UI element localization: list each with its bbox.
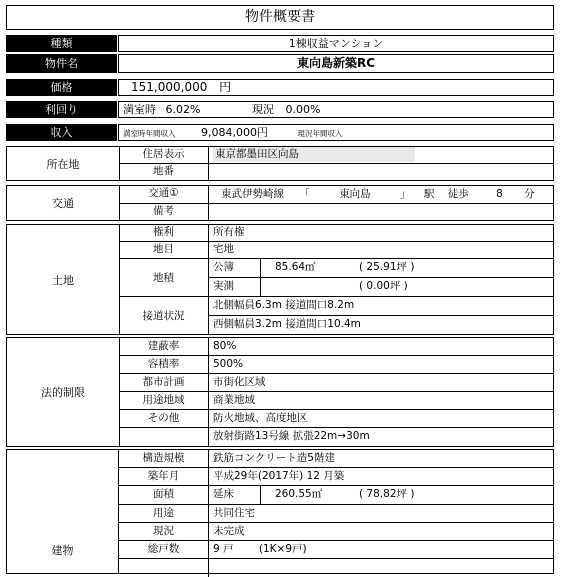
name-value: 東向島新築RC xyxy=(118,54,554,73)
building-floor-tsubo: ( 78.82坪 ) xyxy=(359,488,415,500)
building-units-cell xyxy=(209,541,553,559)
land-road2: 西側幅員3.2m 接道間口10.4m xyxy=(213,318,361,330)
legal-group xyxy=(6,337,554,447)
price-label: 価格 xyxy=(6,79,118,96)
building-status-value: 未完成 xyxy=(209,523,553,541)
location-group xyxy=(6,146,554,181)
legal-far-value: 500% xyxy=(209,356,553,374)
building-next-label xyxy=(119,559,209,577)
land-right-label: 権利 xyxy=(119,225,209,242)
land-label: 土地 xyxy=(7,225,120,334)
building-floor-label: 延床 xyxy=(209,486,261,505)
building-floor-area: 260.55㎡ xyxy=(275,488,323,500)
legal-zone-label: 用途地域 xyxy=(119,392,209,410)
land-road-label: 接道状況 xyxy=(119,297,209,335)
land-group xyxy=(6,224,554,335)
transport-note-label: 備考 xyxy=(119,204,209,221)
building-units-value: 9 戸 xyxy=(213,543,234,555)
income-full-value: 9,084,000円 xyxy=(201,126,268,139)
land-actual-tsubo: ( 0.00坪 ) xyxy=(359,280,408,292)
building-use-value: 共同住宅 xyxy=(209,505,553,523)
legal-far-label: 容積率 xyxy=(119,356,209,374)
legal-other2-label xyxy=(119,428,209,447)
lot-value xyxy=(209,164,553,181)
building-structure-value: 鉄筋コンクリート造5階建 xyxy=(209,450,553,468)
income-label: 収入 xyxy=(6,124,118,141)
transport-walk: 徒歩 xyxy=(447,188,469,200)
building-status-label: 現況 xyxy=(119,523,209,541)
income-row xyxy=(6,124,554,141)
legal-other-label: その他 xyxy=(119,410,209,428)
legal-other-value: 防火地域、高度地区 xyxy=(209,410,553,428)
yield-current-value: 0.00% xyxy=(285,103,321,116)
transport-station: 東向島 xyxy=(339,188,371,200)
building-label: 建物 xyxy=(7,450,119,573)
legal-plan-label: 都市計画 xyxy=(119,374,209,392)
legal-label: 法的制限 xyxy=(7,338,120,446)
address-label: 住居表示 xyxy=(119,147,209,164)
transport-line-label: 交通① xyxy=(119,186,209,204)
building-built-value: 平成29年(2017年) 12 月築 xyxy=(209,468,553,486)
land-registry-tsubo: ( 25.91坪 ) xyxy=(359,261,415,273)
transport-minutes: 8 xyxy=(496,188,503,200)
transport-minute-unit: 分 xyxy=(524,188,535,200)
transport-open: 「 xyxy=(299,188,310,200)
land-registry-area: 85.64㎡ xyxy=(275,261,316,273)
yield-value-cell xyxy=(118,101,554,118)
transport-line-cell xyxy=(209,186,553,204)
legal-zone-value: 商業地域 xyxy=(209,392,553,410)
kind-row xyxy=(6,35,554,52)
legal-other2-value: 放射街路13号線 拡張22m→30m xyxy=(213,430,370,442)
building-area-label: 面積 xyxy=(119,486,209,505)
land-registry-label: 公簿 xyxy=(209,259,261,278)
building-area-cell xyxy=(209,486,553,505)
building-group xyxy=(6,449,554,574)
kind-label: 種類 xyxy=(6,35,118,52)
building-units-label: 総戸数 xyxy=(119,541,209,559)
land-actual-cell xyxy=(209,278,553,297)
price-row xyxy=(6,79,554,96)
income-full-label: 満室時年間収入 xyxy=(123,129,176,138)
yield-label: 利回り xyxy=(6,101,118,118)
name-row xyxy=(6,54,554,73)
legal-plan-value: 市街化区域 xyxy=(209,374,553,392)
legal-coverage-label: 建蔽率 xyxy=(119,338,209,356)
transport-eki: 駅 xyxy=(423,188,435,200)
building-units-detail: (1K×9戸) xyxy=(258,543,307,555)
land-category-label: 地目 xyxy=(119,242,209,259)
land-actual-label: 実測 xyxy=(209,278,261,297)
land-registry-cell xyxy=(209,259,553,278)
yield-full-value: 6.02% xyxy=(165,103,201,116)
transport-line: 東武伊勢崎線 xyxy=(221,188,284,200)
transport-label: 交通 xyxy=(7,186,120,220)
building-built-label: 築年月 xyxy=(119,468,209,486)
land-category-value: 宅地 xyxy=(209,242,553,259)
address-cell xyxy=(209,147,553,164)
kind-value: 1棟収益マンション xyxy=(118,35,554,52)
address-value: 東京都墨田区向島 xyxy=(213,147,415,162)
location-label: 所在地 xyxy=(7,147,120,180)
yield-row xyxy=(6,101,554,118)
price-value-cell xyxy=(118,79,554,96)
price-value: 151,000,000 xyxy=(131,80,208,94)
price-unit: 円 xyxy=(219,80,232,94)
transport-note-value xyxy=(209,204,553,221)
income-current-label: 現況年間収入 xyxy=(297,129,343,138)
transport-close: 」 xyxy=(400,188,411,200)
legal-coverage-value: 80% xyxy=(209,338,553,356)
land-right-value: 所有権 xyxy=(209,225,553,242)
transport-group xyxy=(6,185,554,221)
building-use-label: 用途 xyxy=(119,505,209,523)
yield-current-label: 現況 xyxy=(251,103,274,116)
lot-label: 地番 xyxy=(119,164,209,181)
land-road1: 北側幅員6.3m 接道間口8.2m xyxy=(209,297,553,316)
income-value-cell xyxy=(118,124,554,141)
building-structure-label: 構造規模 xyxy=(119,450,209,468)
land-area-label: 地積 xyxy=(119,259,209,297)
name-label: 物件名 xyxy=(6,54,118,73)
document-title: 物件概要書 xyxy=(6,5,554,30)
yield-full-label: 満室時 xyxy=(123,103,156,116)
